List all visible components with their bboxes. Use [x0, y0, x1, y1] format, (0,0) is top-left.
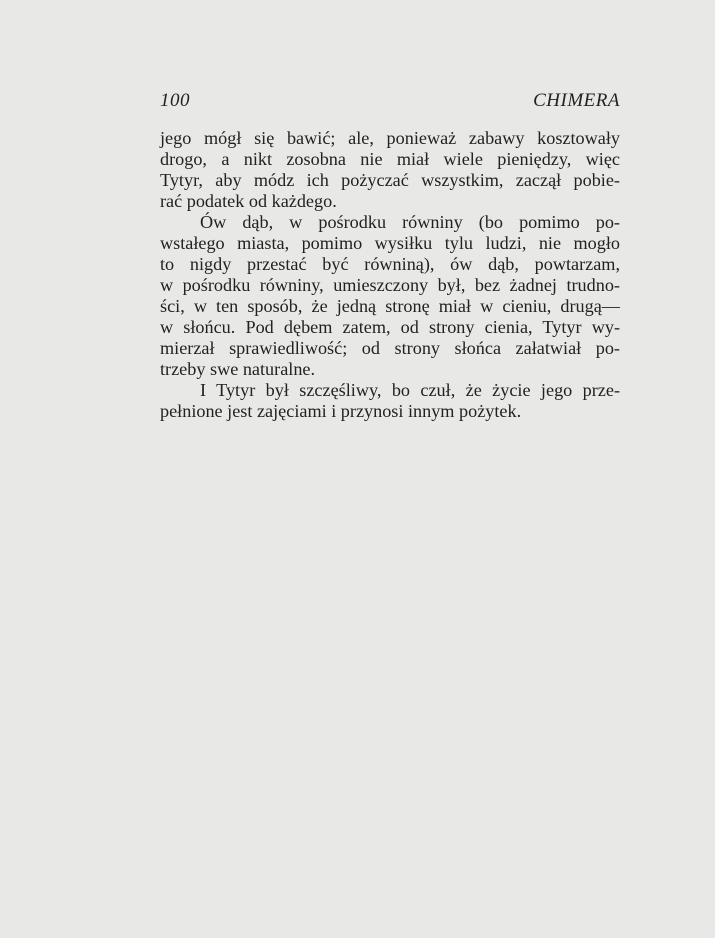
text-line: to nigdy przestać być równiną), ów dąb, powtarzam,: [160, 254, 620, 274]
text-line: drogo, a nikt zosobna nie miał wiele pieniędzy, więc: [160, 149, 620, 169]
text-line: w pośrodku równiny, umieszczony był, bez żadnej trudno-: [160, 275, 620, 295]
text-line: trzeby swe naturalne.: [160, 359, 316, 379]
running-title: CHIMERA: [533, 90, 620, 111]
text-line: wstałego miasta, pomimo wysiłku tylu ludzi, nie mogło: [160, 233, 620, 253]
text-line: pełnione jest zajęciami i przynosi innym pożytek.: [160, 401, 522, 421]
text-line: ści, w ten sposób, że jedną stronę miał w cieniu, drugą—: [160, 296, 620, 316]
text-line: Tytyr, aby módz ich pożyczać wszystkim, zaczął pobie-: [160, 170, 620, 190]
text-line: I Tytyr był szczęśliwy, bo czuł, że życie jego prze-: [200, 380, 620, 400]
text-line: jego mógł się bawić; ale, ponieważ zabawy kosztowały: [160, 128, 620, 148]
text-line: mierzał sprawiedliwość; od strony słońca załatwiał po-: [160, 338, 620, 358]
text-line: w słońcu. Pod dębem zatem, od strony cienia, Tytyr wy-: [160, 317, 620, 337]
text-line: Ów dąb, w pośrodku równiny (bo pomimo po-: [200, 212, 620, 232]
page-number: 100: [160, 90, 190, 111]
text-line: rać podatek od każdego.: [160, 191, 337, 211]
page-body: [160, 128, 620, 422]
